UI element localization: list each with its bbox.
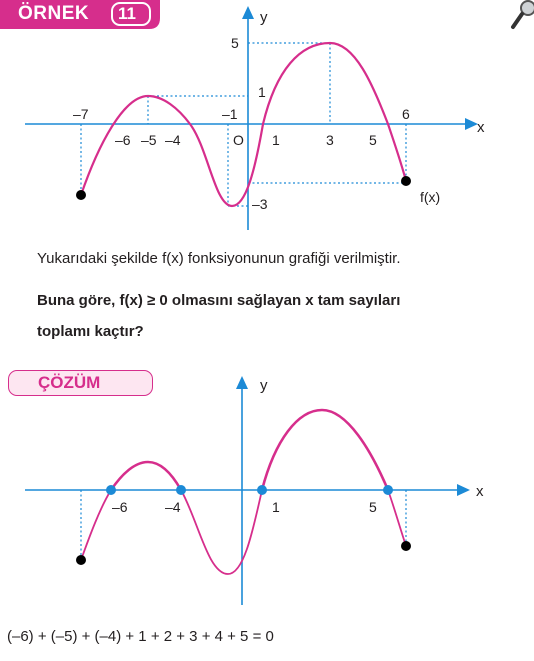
example-number: 11 [118, 4, 136, 23]
curve-nonnegative-right [262, 410, 388, 490]
x-axis-label: x [477, 119, 485, 136]
right-endpoint [401, 541, 411, 551]
question-line-2: toplamı kaçtır? [37, 323, 144, 340]
x-tick-label: –4 [165, 499, 181, 515]
example-label: ÖRNEK [18, 3, 90, 24]
y-tick-label: –3 [252, 196, 268, 212]
curve-nonnegative-left [111, 462, 181, 490]
y-tick-label: 1 [258, 84, 266, 100]
curve-negative-right [388, 490, 406, 546]
x-tick-label: 1 [272, 132, 280, 148]
question-line-1: Buna göre, f(x) ≥ 0 olmasını sağlayan x tam sayıları [37, 292, 401, 309]
answer-equation: (–6) + (–5) + (–4) + 1 + 2 + 3 + 4 + 5 = 0 [7, 628, 274, 645]
root-point [383, 485, 393, 495]
problem-text: Yukarıdaki şekilde f(x) fonksiyonunun grafiği verilmiştir. [37, 250, 401, 267]
right-endpoint [401, 176, 411, 186]
x-tick-label: –6 [115, 132, 131, 148]
y-tick-label: 5 [231, 35, 239, 51]
problem-graph [0, 0, 534, 230]
root-point [257, 485, 267, 495]
root-point [106, 485, 116, 495]
curve-negative-left [81, 490, 111, 560]
x-tick-label: –6 [112, 499, 128, 515]
x-tick-label: –1 [222, 106, 238, 122]
y-axis-arrow [242, 6, 254, 19]
x-tick-label: –7 [73, 106, 89, 122]
x-tick-label: –5 [141, 132, 157, 148]
solution-label: ÇÖZÜM [38, 373, 101, 392]
y-axis-label: y [260, 377, 268, 394]
x-tick-label: 5 [369, 499, 377, 515]
y-axis-label: y [260, 9, 268, 26]
x-tick-label: 5 [369, 132, 377, 148]
x-tick-label: 6 [402, 106, 410, 122]
x-tick-label: 1 [272, 499, 280, 515]
function-label: f(x) [420, 189, 441, 205]
origin-label: O [233, 132, 244, 148]
guide-lines [81, 490, 406, 560]
x-tick-label: 3 [326, 132, 334, 148]
left-endpoint [76, 555, 86, 565]
root-point [176, 485, 186, 495]
y-axis-arrow [236, 376, 248, 389]
x-tick-label: –4 [165, 132, 181, 148]
curve-negative-middle [181, 490, 262, 574]
x-axis-label: x [476, 483, 484, 500]
solution-graph [0, 370, 534, 620]
left-endpoint [76, 190, 86, 200]
x-axis-arrow [457, 484, 470, 496]
